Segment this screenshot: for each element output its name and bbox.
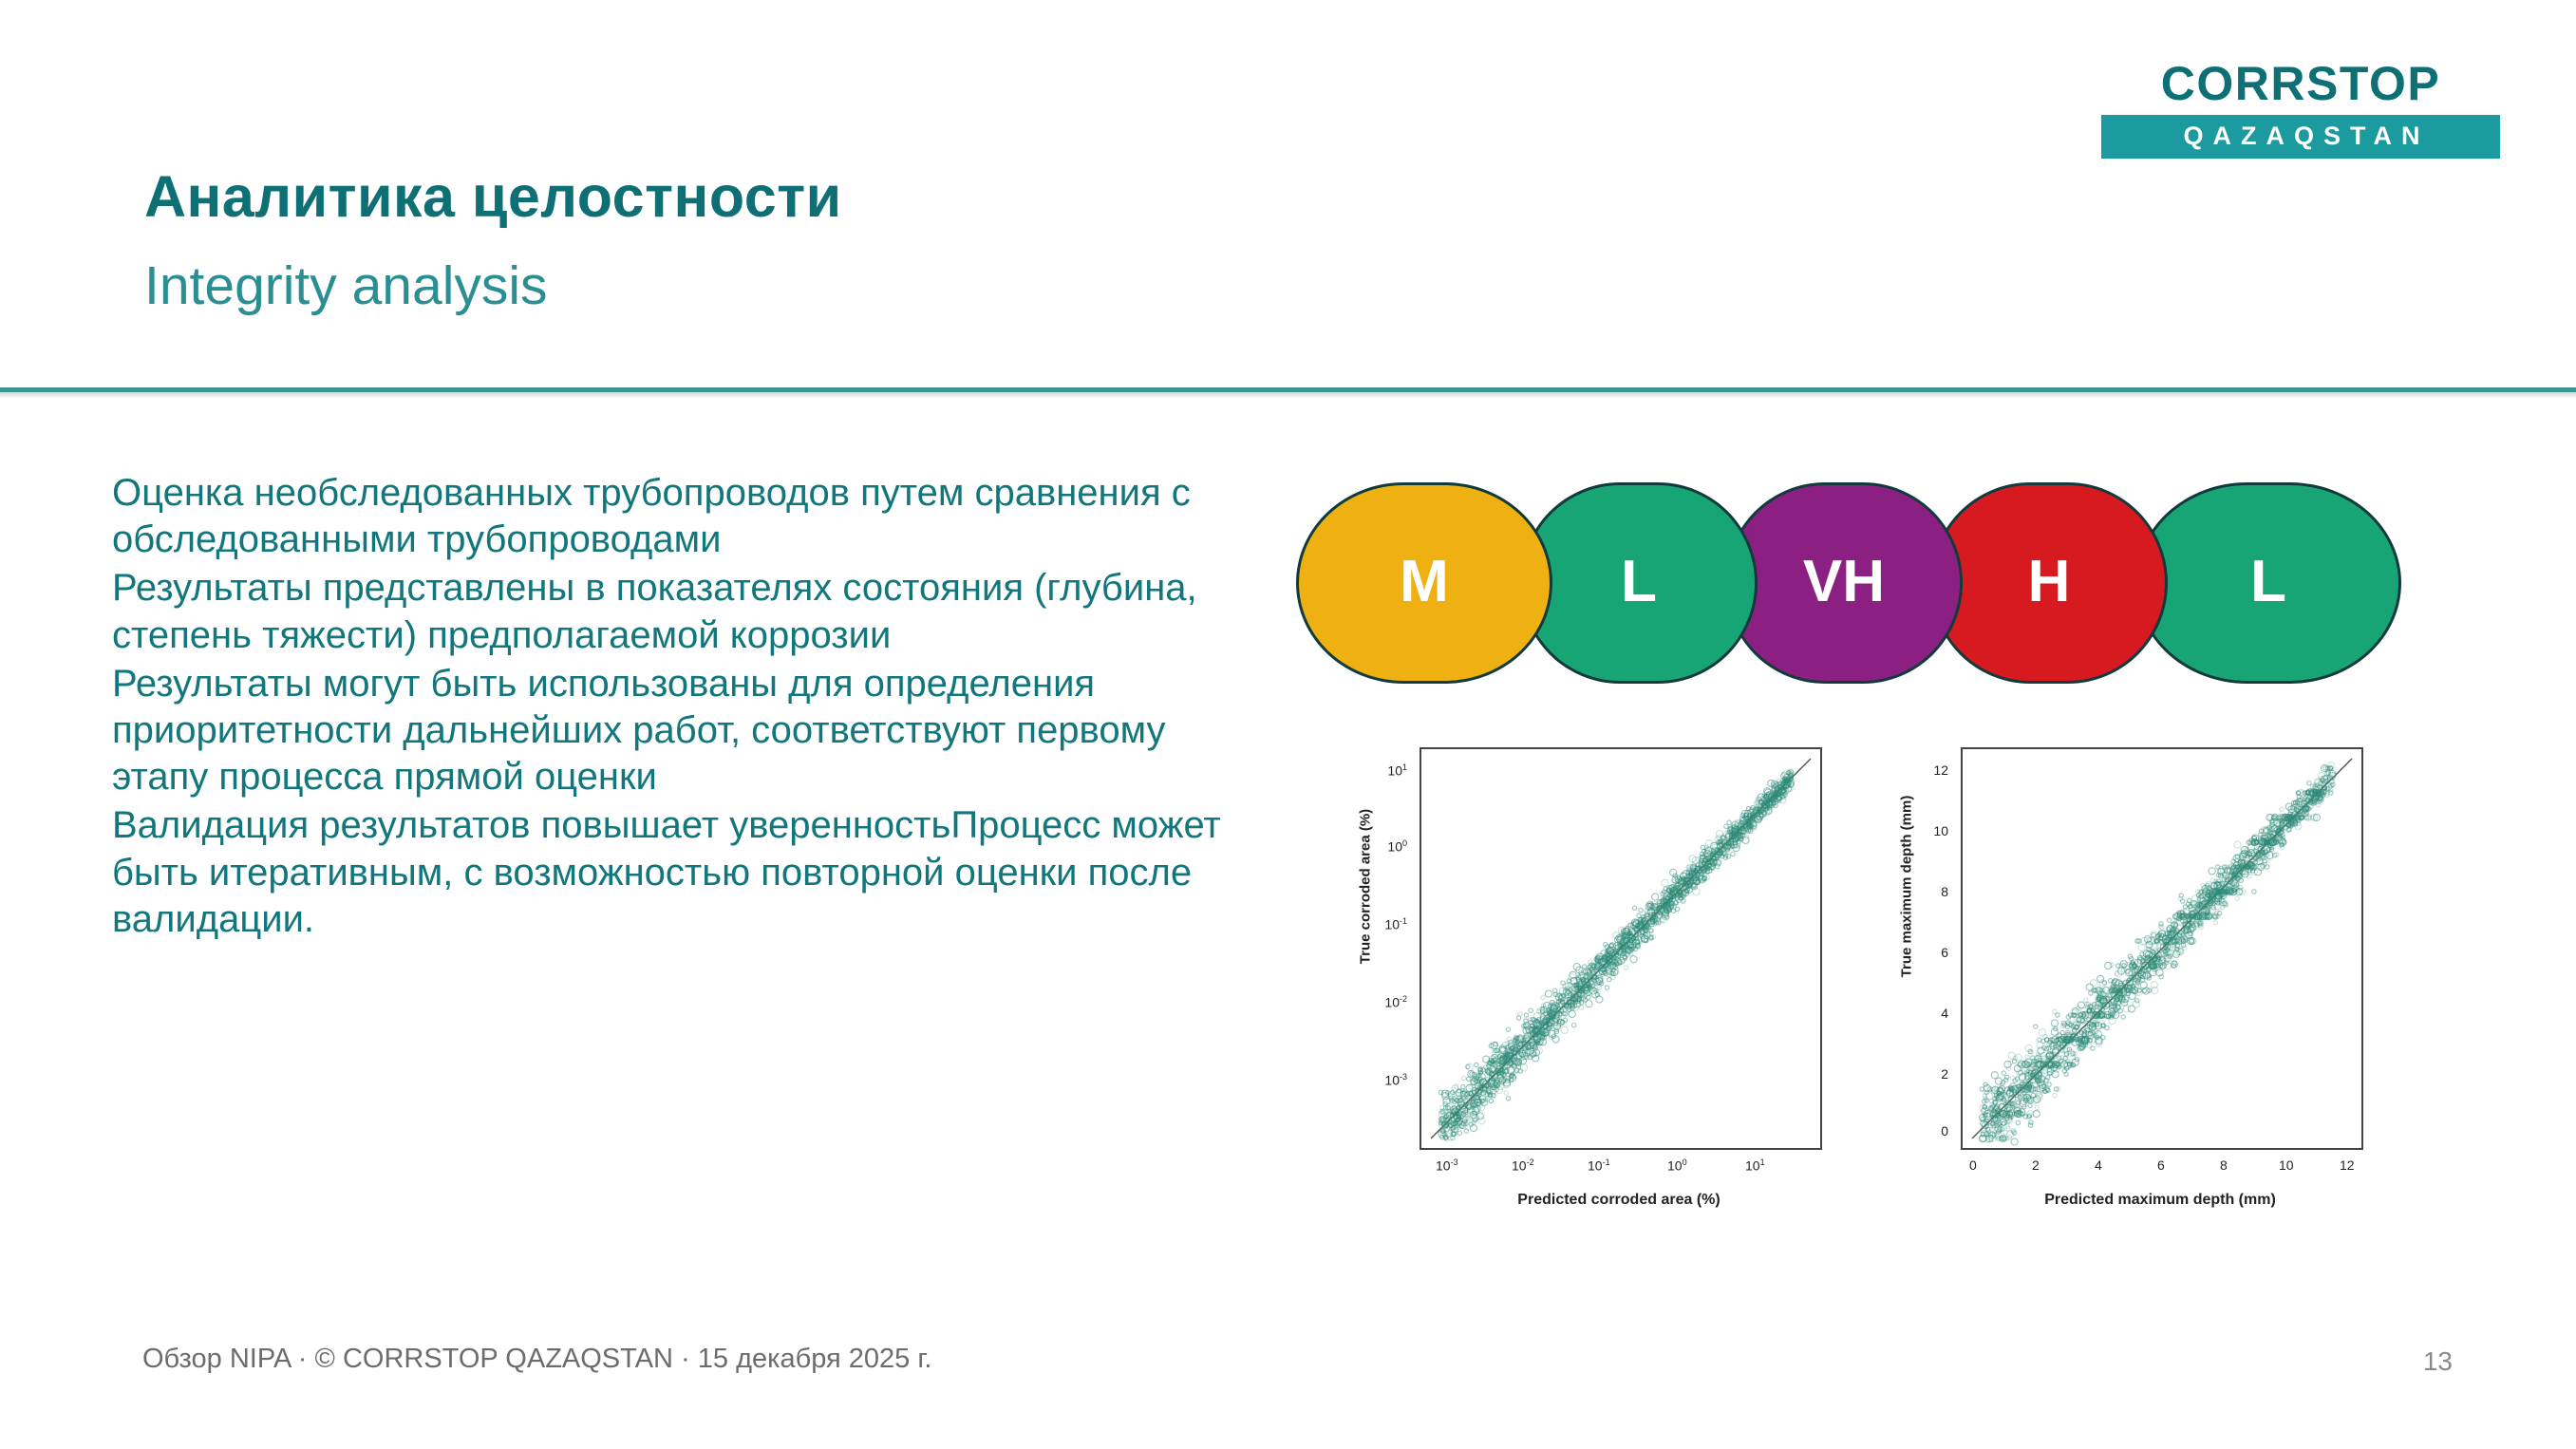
plot-x-tick: 4 xyxy=(2095,1157,2102,1173)
plot-x-axis-label: Predicted corroded area (%) xyxy=(1517,1192,1720,1208)
pipeline-segments xyxy=(1296,482,2450,684)
slide-header xyxy=(0,0,2576,389)
plot-y-tick: $10^0$ xyxy=(1387,838,1407,855)
header-divider-shadow xyxy=(0,392,2576,399)
plot-x-tick: 10 xyxy=(2279,1157,2294,1173)
plot-y-tick: 4 xyxy=(1941,1006,1948,1021)
page-title-ru: Аналитика целостности xyxy=(144,164,842,229)
plot-canvas-right xyxy=(1963,749,2361,1148)
corrstop-logo xyxy=(2101,59,2500,159)
scatter-plot-group xyxy=(1329,736,2469,1239)
plot-frame xyxy=(1420,747,1822,1150)
plot-y-tick: 10 xyxy=(1933,823,1948,838)
plot-y-tick: $10^{-3}$ xyxy=(1384,1072,1407,1088)
scatter-plot-corroded-area xyxy=(1329,736,1861,1239)
body-paragraph: Результаты могут быть использованы для определения приоритетности дальнейших работ, соответствуют первому этапу процесса прямой оценки xyxy=(112,662,1166,799)
pipe-segment-label: VH xyxy=(1802,548,1886,614)
page-title-en: Integrity analysis xyxy=(144,255,548,316)
body-paragraph: Результаты представлены в показателях состояния (глубина, степень тяжести) предполагаемой коррозии xyxy=(112,567,1197,656)
plot-x-tick: 12 xyxy=(2340,1157,2355,1173)
plot-x-tick: $10^1$ xyxy=(1745,1157,1765,1174)
body-paragraph: Валидация результатов повышает уверенностьПроцесс может быть итеративным, с возможностью повторной оценки после валидации. xyxy=(112,804,1221,940)
footer-text: Обзор NIPA · © CORRSTOP QAZAQSTAN · 15 декабря 2025 г. xyxy=(142,1344,932,1374)
plot-y-tick: $10^{-1}$ xyxy=(1384,916,1407,932)
plot-x-tick: $10^{-2}$ xyxy=(1512,1157,1534,1174)
plot-canvas-left xyxy=(1421,749,1820,1148)
pipe-segment-l-1 xyxy=(1520,482,1758,684)
plot-x-axis-label: Predicted maximum depth (mm) xyxy=(2044,1192,2276,1208)
plot-y-tick: 0 xyxy=(1941,1123,1948,1138)
plot-frame xyxy=(1961,747,2363,1150)
plot-x-tick: $10^{-1}$ xyxy=(1588,1157,1610,1174)
plot-y-axis-label: True corroded area (%) xyxy=(1357,808,1374,965)
logo-subtitle-band: QAZAQSTAN xyxy=(2101,115,2500,159)
plot-x-tick: 8 xyxy=(2220,1157,2228,1173)
plot-x-tick: 2 xyxy=(2032,1157,2040,1173)
pipe-segment-m-0 xyxy=(1296,482,1552,684)
pipe-segment-label: L xyxy=(2250,548,2286,614)
pipe-segment-l-4 xyxy=(2135,482,2401,684)
plot-y-tick: $10^1$ xyxy=(1387,762,1407,779)
pipe-segment-label: M xyxy=(1400,548,1449,614)
plot-y-tick: 2 xyxy=(1941,1066,1948,1082)
pipe-segment-h-3 xyxy=(1930,482,2168,684)
plot-y-axis-label: True maximum depth (mm) xyxy=(1898,795,1915,978)
logo-wordmark: CORRSTOP xyxy=(2160,57,2441,110)
pipe-segment-label: H xyxy=(2027,548,2071,614)
pipeline-severity-diagram xyxy=(1277,475,2473,693)
plot-x-tick: 0 xyxy=(1969,1157,1977,1173)
body-text-block xyxy=(112,470,1242,945)
plot-x-tick: 6 xyxy=(2157,1157,2165,1173)
plot-x-tick: $10^{-3}$ xyxy=(1436,1157,1458,1174)
body-paragraph: Оценка необследованных трубопроводов путем сравнения с обследованными трубопроводами xyxy=(112,472,1191,561)
pipe-segment-vh-2 xyxy=(1725,482,1963,684)
scatter-plot-maximum-depth xyxy=(1871,736,2402,1239)
plot-y-tick: 6 xyxy=(1941,945,1948,960)
pipe-segment-label: L xyxy=(1621,548,1657,614)
plot-y-tick: 12 xyxy=(1933,762,1948,778)
plot-y-tick: $10^{-2}$ xyxy=(1384,994,1407,1010)
plot-y-tick: 8 xyxy=(1941,884,1948,899)
page-number: 13 xyxy=(2422,1346,2453,1376)
plot-x-tick: $10^0$ xyxy=(1667,1157,1687,1174)
